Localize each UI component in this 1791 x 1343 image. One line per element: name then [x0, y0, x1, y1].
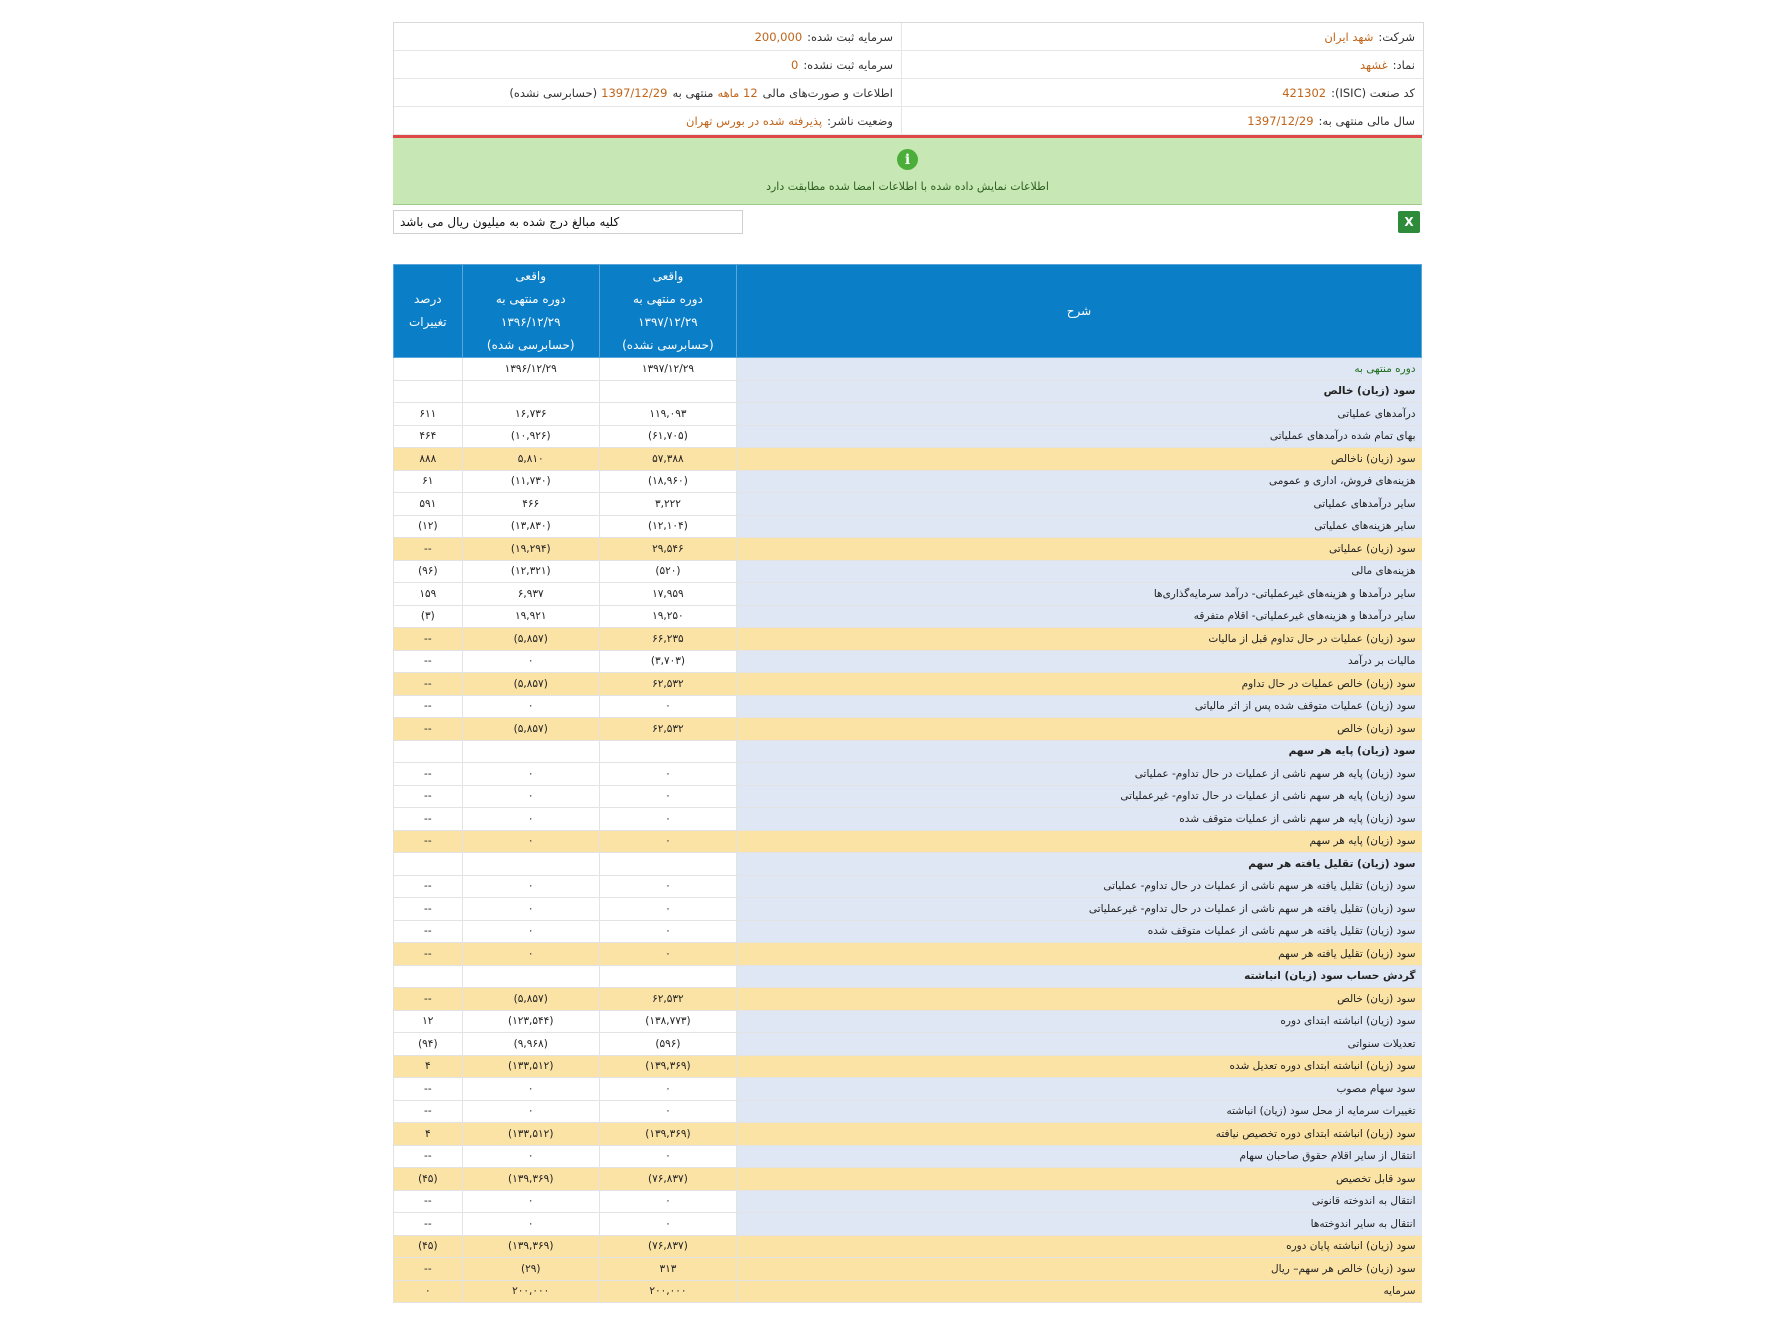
unregistered-capital-cell: [394, 51, 901, 78]
row-description: انتقال از سایر اقلام حقوق صاحبان سهام: [737, 1145, 1422, 1168]
row-previous-value: (۵,۸۵۷): [462, 628, 599, 651]
row-change-percent: --: [394, 785, 463, 808]
row-current-value: ۱۱۹,۰۹۳: [599, 403, 736, 426]
row-previous-value: ۱۶,۷۳۶: [462, 403, 599, 426]
row-current-value: (۱۳۸,۷۷۳): [599, 1010, 736, 1033]
table-row: [394, 1190, 1422, 1213]
row-change-percent: --: [394, 830, 463, 853]
row-current-value: ۳,۲۲۲: [599, 493, 736, 516]
row-previous-value: ۰: [462, 875, 599, 898]
symbol-value[interactable]: غشهد: [1360, 57, 1388, 72]
info-icon: i: [897, 149, 918, 170]
table-row: [394, 830, 1422, 853]
table-row: [394, 763, 1422, 786]
row-previous-value: ۰: [462, 763, 599, 786]
registered-capital-value: 200,000: [754, 29, 803, 44]
table-row: [394, 538, 1422, 561]
row-description: سود (زیان) خالص عملیات در حال تداوم: [737, 673, 1422, 696]
statements-mid: منتهی به: [672, 85, 714, 100]
table-row: [394, 988, 1422, 1011]
row-change-percent: --: [394, 808, 463, 831]
row-current-value: ۰: [599, 875, 736, 898]
row-current-value: ۰: [599, 830, 736, 853]
table-row: [394, 1100, 1422, 1123]
row-current-value: ۰: [599, 1145, 736, 1168]
table-row: [394, 448, 1422, 471]
row-previous-value: ۰: [462, 1190, 599, 1213]
row-current-value: (۱۳۹,۳۶۹): [599, 1123, 736, 1146]
row-previous-value: ۵,۸۱۰: [462, 448, 599, 471]
row-description: سود (زیان) تقلیل یافته هر سهم ناشی از عملیات در حال تداوم- عملیاتی: [737, 875, 1422, 898]
info-row: [394, 51, 1423, 79]
row-description: درآمدهای عملیاتی: [737, 403, 1422, 426]
row-description: سود (زیان) عملیات در حال تداوم قبل از مالیات: [737, 628, 1422, 651]
row-description: سود (زیان) تقلیل یافته هر سهم ناشی از عملیات متوقف شده: [737, 920, 1422, 943]
row-current-value: ۰: [599, 1190, 736, 1213]
row-current-value: ۰: [599, 943, 736, 966]
table-row: [394, 785, 1422, 808]
table-header-row: [394, 265, 1422, 358]
row-current-value: ۰: [599, 920, 736, 943]
row-change-percent: ۱۲: [394, 1010, 463, 1033]
header-line: ۱۳۹۷/۱۲/۲۹: [638, 315, 698, 329]
company-value[interactable]: شهد ایران: [1324, 29, 1374, 44]
row-current-value: ۱۷,۹۵۹: [599, 583, 736, 606]
row-description: سایر درآمدهای عملیاتی: [737, 493, 1422, 516]
table-row: [394, 358, 1422, 381]
row-previous-value: [462, 965, 599, 988]
row-description: سود (زیان) خالص: [737, 988, 1422, 1011]
row-previous-value: (۲۹): [462, 1258, 599, 1281]
row-previous-value: (۱۳,۸۳۰): [462, 515, 599, 538]
row-previous-value: ۰: [462, 1100, 599, 1123]
table-row: [394, 560, 1422, 583]
row-description: سود (زیان) انباشته ابتدای دوره: [737, 1010, 1422, 1033]
table-row: [394, 943, 1422, 966]
row-change-percent: --: [394, 650, 463, 673]
row-current-value: ۶۲,۵۳۲: [599, 718, 736, 741]
row-current-value: (۳,۷۰۳): [599, 650, 736, 673]
row-description: سود سهام مصوب: [737, 1078, 1422, 1101]
row-change-percent: --: [394, 763, 463, 786]
row-previous-value: (۱۲۳,۵۴۴): [462, 1010, 599, 1033]
table-row: [394, 1280, 1422, 1303]
table-row: [394, 808, 1422, 831]
row-description: سایر درآمدها و هزینه‌های غیرعملیاتی- درآمد سرمایه‌گذاری‌ها: [737, 583, 1422, 606]
table-row: [394, 920, 1422, 943]
row-current-value: ۰: [599, 695, 736, 718]
table-row: [394, 1258, 1422, 1281]
row-description: دوره منتهی به: [737, 358, 1422, 381]
row-current-value: ۵۷,۳۸۸: [599, 448, 736, 471]
row-description: مالیات بر درآمد: [737, 650, 1422, 673]
row-change-percent: [394, 965, 463, 988]
row-previous-value: ۴۶۶: [462, 493, 599, 516]
row-change-percent: ۱۵۹: [394, 583, 463, 606]
row-previous-value: ۱۹,۹۲۱: [462, 605, 599, 628]
row-previous-value: [462, 853, 599, 876]
toolbar: [393, 210, 1422, 240]
header-line: واقعی: [515, 269, 547, 283]
row-description: گردش حساب سود (زیان) انباشته: [737, 965, 1422, 988]
row-current-value: ۶۶,۲۳۵: [599, 628, 736, 651]
statements-suffix: (حسابرسی نشده): [509, 85, 598, 100]
row-current-value: ۰: [599, 1100, 736, 1123]
header-line: درصد: [414, 292, 442, 306]
row-previous-value: (۱۳۳,۵۱۲): [462, 1055, 599, 1078]
row-previous-value: (۵,۸۵۷): [462, 673, 599, 696]
statements-date: 1397/12/29: [601, 85, 668, 100]
row-current-value: ۲۰۰,۰۰۰: [599, 1280, 736, 1303]
table-row: [394, 695, 1422, 718]
row-change-percent: ۴: [394, 1055, 463, 1078]
table-row: [394, 1235, 1422, 1258]
header-current-period: [599, 265, 736, 358]
row-previous-value: (۱۱,۷۳۰): [462, 470, 599, 493]
row-previous-value: (۹,۹۶۸): [462, 1033, 599, 1056]
row-previous-value: ۱۳۹۶/۱۲/۲۹: [462, 358, 599, 381]
statements-info-cell: [394, 79, 901, 106]
row-change-percent: --: [394, 875, 463, 898]
isic-cell: [901, 79, 1423, 106]
table-row: [394, 380, 1422, 403]
row-current-value: ۰: [599, 785, 736, 808]
table-row: [394, 1168, 1422, 1191]
row-description: سود (زیان) پایه هر سهم: [737, 830, 1422, 853]
row-change-percent: --: [394, 538, 463, 561]
row-description: سود (زیان) عملیات متوقف شده پس از اثر مالیاتی: [737, 695, 1422, 718]
header-line: دوره منتهی به: [495, 292, 566, 306]
row-change-percent: --: [394, 695, 463, 718]
fiscal-year-label: سال مالی منتهی به:: [1318, 113, 1415, 128]
row-change-percent: (۹۶): [394, 560, 463, 583]
row-change-percent: ۶۱۱: [394, 403, 463, 426]
table-row: [394, 898, 1422, 921]
row-description: انتقال به اندوخته قانونی: [737, 1190, 1422, 1213]
row-previous-value: (۱۲,۳۲۱): [462, 560, 599, 583]
row-current-value: (۷۶,۸۳۷): [599, 1168, 736, 1191]
row-current-value: ۰: [599, 1078, 736, 1101]
header-line: واقعی: [652, 269, 684, 283]
row-change-percent: --: [394, 920, 463, 943]
unregistered-capital-value: 0: [790, 57, 799, 72]
header-line: (حسابرسی شده): [486, 338, 575, 352]
row-description: سود (زیان) انباشته ابتدای دوره تخصیص نیافته: [737, 1123, 1422, 1146]
row-change-percent: --: [394, 628, 463, 651]
statements-prefix: اطلاعات و صورت‌های مالی: [762, 85, 893, 100]
row-change-percent: --: [394, 673, 463, 696]
row-previous-value: (۵,۸۵۷): [462, 718, 599, 741]
row-previous-value: (۱۹,۲۹۴): [462, 538, 599, 561]
row-current-value: [599, 380, 736, 403]
row-description: سود (زیان) پایه هر سهم ناشی از عملیات متوقف شده: [737, 808, 1422, 831]
row-description: سرمایه: [737, 1280, 1422, 1303]
row-description: بهای تمام شده درآمدهای عملیاتی: [737, 425, 1422, 448]
row-current-value: [599, 740, 736, 763]
table-row: [394, 740, 1422, 763]
row-description: سود (زیان) پایه هر سهم ناشی از عملیات در حال تداوم- غیرعملیاتی: [737, 785, 1422, 808]
table-body: [394, 358, 1422, 1303]
table-row: [394, 605, 1422, 628]
row-current-value: ۰: [599, 898, 736, 921]
table-row: [394, 1055, 1422, 1078]
row-previous-value: ۰: [462, 808, 599, 831]
row-change-percent: (۴۵): [394, 1235, 463, 1258]
table-row: [394, 1213, 1422, 1236]
publisher-status-value: پذیرفته شده در بورس تهران: [686, 113, 823, 128]
symbol-cell: [901, 51, 1423, 78]
symbol-label: نماد:: [1392, 57, 1415, 72]
row-change-percent: --: [394, 1213, 463, 1236]
isic-label: کد صنعت (ISIC):: [1331, 85, 1415, 100]
row-description: انتقال به سایر اندوخته‌ها: [737, 1213, 1422, 1236]
row-current-value: ۰: [599, 763, 736, 786]
row-description: سود (زیان) خالص هر سهم– ریال: [737, 1258, 1422, 1281]
row-change-percent: --: [394, 943, 463, 966]
row-change-percent: [394, 853, 463, 876]
row-change-percent: ۴: [394, 1123, 463, 1146]
row-current-value: ۶۲,۵۳۲: [599, 673, 736, 696]
info-row: [394, 23, 1423, 51]
table-row: [394, 403, 1422, 426]
registered-capital-cell: [394, 23, 901, 50]
row-previous-value: ۰: [462, 785, 599, 808]
notice-text: اطلاعات نمایش داده شده با اطلاعات امضا شده مطابقت دارد: [766, 180, 1049, 193]
table-row: [394, 875, 1422, 898]
row-previous-value: ۰: [462, 920, 599, 943]
header-line: ۱۳۹۶/۱۲/۲۹: [500, 315, 561, 329]
table-row: [394, 515, 1422, 538]
table-row: [394, 1145, 1422, 1168]
row-description: سایر درآمدها و هزینه‌های غیرعملیاتی- اقلام متفرقه: [737, 605, 1422, 628]
row-previous-value: (۱۳۳,۵۱۲): [462, 1123, 599, 1146]
row-description: سود (زیان) پایه هر سهم: [737, 740, 1422, 763]
header-previous-period: [462, 265, 599, 358]
table-row: [394, 1123, 1422, 1146]
info-row: [394, 107, 1423, 135]
row-current-value: (۵۲۰): [599, 560, 736, 583]
row-current-value: ۰: [599, 808, 736, 831]
row-previous-value: ۶,۹۳۷: [462, 583, 599, 606]
company-cell: [901, 23, 1423, 50]
row-change-percent: --: [394, 1258, 463, 1281]
isic-value: 421302: [1282, 85, 1327, 100]
table-row: [394, 650, 1422, 673]
row-previous-value: [462, 740, 599, 763]
row-current-value: (۶۱,۷۰۵): [599, 425, 736, 448]
row-description: سود (زیان) انباشته ابتدای دوره تعدیل شده: [737, 1055, 1422, 1078]
row-current-value: [599, 853, 736, 876]
financial-table: [393, 264, 1422, 1303]
fiscal-year-value: 1397/12/29: [1247, 113, 1314, 128]
row-current-value: ۳۱۳: [599, 1258, 736, 1281]
row-description: سود (زیان) پایه هر سهم ناشی از عملیات در حال تداوم- عملیاتی: [737, 763, 1422, 786]
row-change-percent: (۴۵): [394, 1168, 463, 1191]
excel-icon[interactable]: X: [1398, 211, 1420, 233]
row-previous-value: ۰: [462, 1145, 599, 1168]
row-description: سود قابل تخصیص: [737, 1168, 1422, 1191]
row-description: هزینه‌های مالی: [737, 560, 1422, 583]
row-description: سود (زیان) انباشته پایان دوره: [737, 1235, 1422, 1258]
row-change-percent: (۹۴): [394, 1033, 463, 1056]
info-row: [394, 79, 1423, 107]
table-row: [394, 1078, 1422, 1101]
row-current-value: ۶۲,۵۳۲: [599, 988, 736, 1011]
row-description: سود (زیان) ناخالص: [737, 448, 1422, 471]
row-description: تغییرات سرمایه از محل سود (زیان) انباشته: [737, 1100, 1422, 1123]
row-change-percent: ۰: [394, 1280, 463, 1303]
company-label: شرکت:: [1378, 29, 1415, 44]
publisher-status-cell: [394, 107, 901, 134]
row-change-percent: [394, 380, 463, 403]
row-change-percent: --: [394, 1078, 463, 1101]
table-row: [394, 673, 1422, 696]
row-change-percent: --: [394, 898, 463, 921]
row-previous-value: (۱۳۹,۳۶۹): [462, 1235, 599, 1258]
header-line: دوره منتهی به: [633, 292, 703, 306]
row-change-percent: [394, 740, 463, 763]
row-previous-value: (۵,۸۵۷): [462, 988, 599, 1011]
row-previous-value: ۰: [462, 898, 599, 921]
table-row: [394, 965, 1422, 988]
table-row: [394, 718, 1422, 741]
company-info-panel: [393, 22, 1424, 135]
row-change-percent: ۴۶۴: [394, 425, 463, 448]
table-row: [394, 628, 1422, 651]
row-description: سایر هزینه‌های عملیاتی: [737, 515, 1422, 538]
row-change-percent: --: [394, 1145, 463, 1168]
header-line: (حسابرسی نشده): [622, 338, 714, 352]
row-current-value: (۱۲,۱۰۴): [599, 515, 736, 538]
row-previous-value: (۱۳۹,۳۶۹): [462, 1168, 599, 1191]
row-change-percent: [394, 358, 463, 381]
publisher-status-label: وضعیت ناشر:: [827, 113, 893, 128]
row-change-percent: --: [394, 1100, 463, 1123]
row-change-percent: --: [394, 1190, 463, 1213]
header-change-percent: [394, 265, 463, 358]
statements-period: 12 ماهه: [717, 85, 758, 100]
row-current-value: ۰: [599, 1213, 736, 1236]
row-description: سود (زیان) خالص: [737, 380, 1422, 403]
row-previous-value: ۰: [462, 943, 599, 966]
row-current-value: (۷۶,۸۳۷): [599, 1235, 736, 1258]
row-previous-value: ۰: [462, 650, 599, 673]
registered-capital-label: سرمایه ثبت شده:: [807, 29, 893, 44]
verification-notice: [393, 138, 1422, 205]
row-change-percent: ۶۱: [394, 470, 463, 493]
row-change-percent: (۱۲): [394, 515, 463, 538]
row-current-value: ۱۳۹۷/۱۲/۲۹: [599, 358, 736, 381]
row-previous-value: [462, 380, 599, 403]
row-current-value: ۲۹,۵۴۶: [599, 538, 736, 561]
table-row: [394, 470, 1422, 493]
table-row: [394, 1010, 1422, 1033]
row-description: سود (زیان) عملیاتی: [737, 538, 1422, 561]
row-description: سود (زیان) تقلیل یافته هر سهم: [737, 943, 1422, 966]
row-previous-value: ۲۰۰,۰۰۰: [462, 1280, 599, 1303]
row-current-value: (۵۹۶): [599, 1033, 736, 1056]
table-row: [394, 583, 1422, 606]
row-current-value: (۱۳۹,۳۶۹): [599, 1055, 736, 1078]
table-row: [394, 425, 1422, 448]
row-previous-value: ۰: [462, 1078, 599, 1101]
row-description: سود (زیان) خالص: [737, 718, 1422, 741]
header-description: شرح: [737, 265, 1422, 358]
row-description: سود (زیان) تقلیل یافته هر سهم ناشی از عملیات در حال تداوم- غیرعملیاتی: [737, 898, 1422, 921]
fiscal-year-cell: [901, 107, 1423, 134]
row-description: سود (زیان) تقلیل یافته هر سهم: [737, 853, 1422, 876]
header-line: تغییرات: [409, 315, 447, 329]
unregistered-capital-label: سرمایه ثبت نشده:: [803, 57, 893, 72]
row-change-percent: --: [394, 988, 463, 1011]
row-change-percent: ۵۹۱: [394, 493, 463, 516]
row-previous-value: ۰: [462, 1213, 599, 1236]
table-row: [394, 853, 1422, 876]
row-change-percent: --: [394, 718, 463, 741]
row-previous-value: (۱۰,۹۲۶): [462, 425, 599, 448]
row-change-percent: ۸۸۸: [394, 448, 463, 471]
report-container: [393, 22, 1422, 1303]
row-description: هزینه‌های فروش، اداری و عمومی: [737, 470, 1422, 493]
table-row: [394, 493, 1422, 516]
row-current-value: ۱۹,۲۵۰: [599, 605, 736, 628]
row-change-percent: (۳): [394, 605, 463, 628]
row-previous-value: ۰: [462, 830, 599, 853]
row-previous-value: ۰: [462, 695, 599, 718]
unit-note: کلیه مبالغ درج شده به میلیون ریال می باشد: [393, 210, 743, 234]
row-current-value: (۱۸,۹۶۰): [599, 470, 736, 493]
table-row: [394, 1033, 1422, 1056]
row-current-value: [599, 965, 736, 988]
row-description: تعدیلات سنواتی: [737, 1033, 1422, 1056]
